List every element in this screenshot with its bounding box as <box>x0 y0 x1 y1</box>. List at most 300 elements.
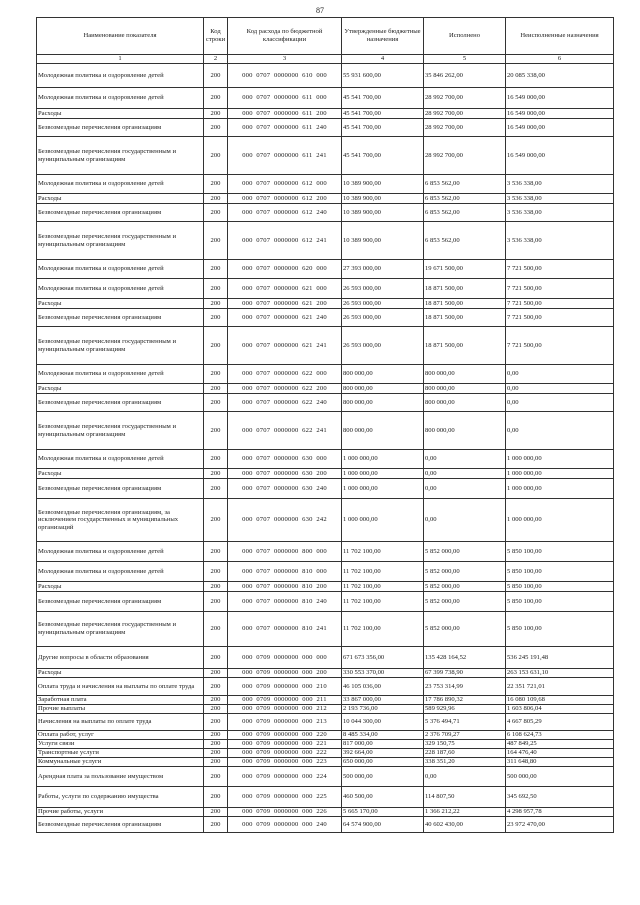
row-expense-code: 000 0709 0000000 000 213 <box>228 714 342 731</box>
row-expense-code: 000 0707 0000000 622 241 <box>228 412 342 450</box>
table-row <box>37 260 614 279</box>
row-line-code: 200 <box>204 299 228 309</box>
table-row <box>37 109 614 119</box>
row-line-code: 200 <box>204 705 228 714</box>
column-number: 4 <box>342 55 424 64</box>
row-expense-code: 000 0709 0000000 000 211 <box>228 696 342 705</box>
row-unexecuted-amount: 16 080 109,68 <box>506 696 614 705</box>
table-row <box>37 562 614 582</box>
row-expense-code: 000 0707 0000000 612 241 <box>228 222 342 260</box>
row-unexecuted-amount: 0,00 <box>506 412 614 450</box>
row-unexecuted-amount: 4 298 957,78 <box>506 808 614 817</box>
row-expense-code: 000 0707 0000000 621 240 <box>228 309 342 327</box>
row-unexecuted-amount: 1 000 000,00 <box>506 469 614 479</box>
table-row <box>37 696 614 705</box>
row-line-code: 200 <box>204 412 228 450</box>
row-unexecuted-amount: 3 536 338,00 <box>506 194 614 204</box>
row-unexecuted-amount: 345 692,50 <box>506 787 614 808</box>
row-approved-amount: 817 000,00 <box>342 740 424 749</box>
header-approved: Утвержденные бюджетные назначения <box>342 18 424 55</box>
row-line-code: 200 <box>204 678 228 696</box>
row-unexecuted-amount: 0,00 <box>506 384 614 394</box>
row-line-code: 200 <box>204 194 228 204</box>
table-row <box>37 279 614 299</box>
row-unexecuted-amount: 16 549 000,00 <box>506 88 614 109</box>
row-executed-amount: 0,00 <box>424 450 506 469</box>
table-row <box>37 450 614 469</box>
row-executed-amount: 6 853 562,00 <box>424 175 506 194</box>
row-executed-amount: 28 992 700,00 <box>424 119 506 137</box>
row-executed-amount: 28 992 700,00 <box>424 88 506 109</box>
row-executed-amount: 800 000,00 <box>424 384 506 394</box>
row-line-code: 200 <box>204 696 228 705</box>
row-expense-code: 000 0707 0000000 810 000 <box>228 562 342 582</box>
row-approved-amount: 33 867 000,00 <box>342 696 424 705</box>
row-name: Расходы <box>37 194 204 204</box>
row-executed-amount: 0,00 <box>424 469 506 479</box>
row-executed-amount: 5 852 000,00 <box>424 612 506 647</box>
row-line-code: 200 <box>204 88 228 109</box>
row-name: Безвозмездные перечисления организациям, за исключением государственных и муниципальных организаций <box>37 499 204 542</box>
row-unexecuted-amount: 1 603 806,04 <box>506 705 614 714</box>
row-unexecuted-amount: 7 721 500,00 <box>506 260 614 279</box>
column-number: 6 <box>506 55 614 64</box>
row-line-code: 200 <box>204 119 228 137</box>
row-name: Заработная плата <box>37 696 204 705</box>
row-unexecuted-amount: 7 721 500,00 <box>506 279 614 299</box>
row-executed-amount: 589 929,96 <box>424 705 506 714</box>
row-expense-code: 000 0709 0000000 000 223 <box>228 758 342 767</box>
row-expense-code: 000 0707 0000000 621 000 <box>228 279 342 299</box>
row-approved-amount: 800 000,00 <box>342 394 424 412</box>
row-executed-amount: 135 428 164,52 <box>424 647 506 669</box>
row-approved-amount: 46 105 036,00 <box>342 678 424 696</box>
row-name: Молодежная политика и оздоровление детей <box>37 542 204 562</box>
row-unexecuted-amount: 4 667 805,29 <box>506 714 614 731</box>
row-approved-amount: 500 000,00 <box>342 767 424 787</box>
row-expense-code: 000 0707 0000000 630 240 <box>228 479 342 499</box>
row-executed-amount: 19 671 500,00 <box>424 260 506 279</box>
row-unexecuted-amount: 500 000,00 <box>506 767 614 787</box>
row-unexecuted-amount: 16 549 000,00 <box>506 109 614 119</box>
row-name: Молодежная политика и оздоровление детей <box>37 450 204 469</box>
row-name: Молодежная политика и оздоровление детей <box>37 175 204 194</box>
row-executed-amount: 18 871 500,00 <box>424 299 506 309</box>
row-line-code: 200 <box>204 582 228 592</box>
row-unexecuted-amount: 3 536 338,00 <box>506 175 614 194</box>
table-row <box>37 808 614 817</box>
table-row <box>37 194 614 204</box>
row-line-code: 200 <box>204 612 228 647</box>
table-row <box>37 817 614 833</box>
row-executed-amount: 5 852 000,00 <box>424 542 506 562</box>
row-expense-code: 000 0707 0000000 810 240 <box>228 592 342 612</box>
table-row <box>37 365 614 384</box>
row-unexecuted-amount: 16 549 000,00 <box>506 137 614 175</box>
row-executed-amount: 28 992 700,00 <box>424 137 506 175</box>
table-row <box>37 222 614 260</box>
row-expense-code: 000 0707 0000000 611 241 <box>228 137 342 175</box>
row-executed-amount: 0,00 <box>424 767 506 787</box>
row-expense-code: 000 0707 0000000 611 200 <box>228 109 342 119</box>
header-expense-code: Код расхода по бюджетной классификации <box>228 18 342 55</box>
row-unexecuted-amount: 536 245 191,48 <box>506 647 614 669</box>
header-line-code: Код строки <box>204 18 228 55</box>
row-executed-amount: 6 853 562,00 <box>424 204 506 222</box>
column-number-row <box>37 55 614 64</box>
row-approved-amount: 392 664,00 <box>342 749 424 758</box>
row-executed-amount: 0,00 <box>424 479 506 499</box>
row-unexecuted-amount: 5 850 100,00 <box>506 542 614 562</box>
row-approved-amount: 10 044 300,00 <box>342 714 424 731</box>
row-line-code: 200 <box>204 394 228 412</box>
table-row <box>37 479 614 499</box>
row-approved-amount: 26 593 000,00 <box>342 309 424 327</box>
row-approved-amount: 650 000,00 <box>342 758 424 767</box>
row-approved-amount: 460 500,00 <box>342 787 424 808</box>
row-approved-amount: 800 000,00 <box>342 412 424 450</box>
row-executed-amount: 228 187,60 <box>424 749 506 758</box>
row-line-code: 200 <box>204 787 228 808</box>
row-name: Безвозмездные перечисления организациям <box>37 204 204 222</box>
row-executed-amount: 0,00 <box>424 499 506 542</box>
row-expense-code: 000 0709 0000000 000 200 <box>228 669 342 678</box>
row-line-code: 200 <box>204 731 228 740</box>
row-unexecuted-amount: 5 850 100,00 <box>506 592 614 612</box>
table-row <box>37 582 614 592</box>
row-unexecuted-amount: 7 721 500,00 <box>506 327 614 365</box>
table-row <box>37 612 614 647</box>
row-name: Арендная плата за пользование имуществом <box>37 767 204 787</box>
row-name: Безвозмездные перечисления организациям <box>37 119 204 137</box>
budget-execution-table <box>36 17 614 833</box>
row-unexecuted-amount: 311 648,80 <box>506 758 614 767</box>
row-executed-amount: 28 992 700,00 <box>424 109 506 119</box>
row-name: Молодежная политика и оздоровление детей <box>37 260 204 279</box>
table-row <box>37 647 614 669</box>
row-executed-amount: 40 602 430,00 <box>424 817 506 833</box>
row-unexecuted-amount: 16 549 000,00 <box>506 119 614 137</box>
row-name: Работы, услуги по содержанию имущества <box>37 787 204 808</box>
row-line-code: 200 <box>204 479 228 499</box>
row-unexecuted-amount: 3 536 338,00 <box>506 222 614 260</box>
row-approved-amount: 5 665 170,00 <box>342 808 424 817</box>
row-line-code: 200 <box>204 758 228 767</box>
row-expense-code: 000 0709 0000000 000 000 <box>228 647 342 669</box>
row-approved-amount: 55 931 600,00 <box>342 64 424 88</box>
row-line-code: 200 <box>204 175 228 194</box>
header-executed: Исполнено <box>424 18 506 55</box>
row-executed-amount: 6 853 562,00 <box>424 194 506 204</box>
table-row <box>37 731 614 740</box>
row-expense-code: 000 0707 0000000 621 200 <box>228 299 342 309</box>
row-executed-amount: 23 753 314,99 <box>424 678 506 696</box>
row-name: Молодежная политика и оздоровление детей <box>37 88 204 109</box>
row-line-code: 200 <box>204 469 228 479</box>
row-expense-code: 000 0707 0000000 622 240 <box>228 394 342 412</box>
row-line-code: 200 <box>204 562 228 582</box>
row-unexecuted-amount: 0,00 <box>506 365 614 384</box>
row-name: Безвозмездные перечисления организациям <box>37 479 204 499</box>
row-line-code: 200 <box>204 279 228 299</box>
table-row <box>37 499 614 542</box>
row-line-code: 200 <box>204 260 228 279</box>
row-approved-amount: 45 541 700,00 <box>342 119 424 137</box>
table-body <box>37 64 614 833</box>
row-name: Безвозмездные перечисления организациям <box>37 817 204 833</box>
row-approved-amount: 11 702 100,00 <box>342 562 424 582</box>
row-name: Молодежная политика и оздоровление детей <box>37 562 204 582</box>
row-line-code: 200 <box>204 592 228 612</box>
row-unexecuted-amount: 7 721 500,00 <box>506 309 614 327</box>
table-row <box>37 204 614 222</box>
column-number: 1 <box>37 55 204 64</box>
row-executed-amount: 5 852 000,00 <box>424 582 506 592</box>
row-expense-code: 000 0707 0000000 610 000 <box>228 64 342 88</box>
table-row <box>37 714 614 731</box>
row-name: Начисления на выплаты по оплате труда <box>37 714 204 731</box>
row-unexecuted-amount: 164 476,40 <box>506 749 614 758</box>
row-line-code: 200 <box>204 109 228 119</box>
row-executed-amount: 800 000,00 <box>424 394 506 412</box>
row-expense-code: 000 0709 0000000 000 225 <box>228 787 342 808</box>
row-approved-amount: 45 541 700,00 <box>342 109 424 119</box>
row-name: Коммунальные услуги <box>37 758 204 767</box>
row-line-code: 200 <box>204 384 228 394</box>
row-approved-amount: 800 000,00 <box>342 365 424 384</box>
row-name: Оплата труда и начисления на выплаты по оплате труда <box>37 678 204 696</box>
row-line-code: 200 <box>204 749 228 758</box>
row-expense-code: 000 0709 0000000 000 226 <box>228 808 342 817</box>
row-approved-amount: 1 000 000,00 <box>342 450 424 469</box>
row-executed-amount: 5 376 494,71 <box>424 714 506 731</box>
row-unexecuted-amount: 7 721 500,00 <box>506 299 614 309</box>
row-line-code: 200 <box>204 714 228 731</box>
row-name: Оплата работ, услуг <box>37 731 204 740</box>
row-name: Безвозмездные перечисления организациям <box>37 592 204 612</box>
row-approved-amount: 10 389 900,00 <box>342 222 424 260</box>
row-expense-code: 000 0709 0000000 000 221 <box>228 740 342 749</box>
row-expense-code: 000 0709 0000000 000 210 <box>228 678 342 696</box>
row-line-code: 200 <box>204 817 228 833</box>
column-number: 5 <box>424 55 506 64</box>
row-expense-code: 000 0707 0000000 810 200 <box>228 582 342 592</box>
row-expense-code: 000 0709 0000000 000 222 <box>228 749 342 758</box>
table-row <box>37 394 614 412</box>
row-approved-amount: 64 574 900,00 <box>342 817 424 833</box>
row-line-code: 200 <box>204 365 228 384</box>
row-unexecuted-amount: 23 972 470,00 <box>506 817 614 833</box>
row-unexecuted-amount: 1 000 000,00 <box>506 479 614 499</box>
row-approved-amount: 2 193 736,00 <box>342 705 424 714</box>
row-approved-amount: 10 389 900,00 <box>342 194 424 204</box>
row-expense-code: 000 0707 0000000 630 000 <box>228 450 342 469</box>
row-executed-amount: 114 807,50 <box>424 787 506 808</box>
row-line-code: 200 <box>204 137 228 175</box>
row-approved-amount: 11 702 100,00 <box>342 542 424 562</box>
row-approved-amount: 26 593 000,00 <box>342 327 424 365</box>
row-expense-code: 000 0707 0000000 622 000 <box>228 365 342 384</box>
row-approved-amount: 27 393 000,00 <box>342 260 424 279</box>
table-row <box>37 787 614 808</box>
row-approved-amount: 26 593 000,00 <box>342 299 424 309</box>
row-name: Расходы <box>37 582 204 592</box>
table-header-row <box>37 18 614 55</box>
row-executed-amount: 329 150,75 <box>424 740 506 749</box>
row-name: Расходы <box>37 669 204 678</box>
row-line-code: 200 <box>204 204 228 222</box>
row-executed-amount: 18 871 500,00 <box>424 309 506 327</box>
row-name: Молодежная политика и оздоровление детей <box>37 279 204 299</box>
table-row <box>37 767 614 787</box>
table-row <box>37 64 614 88</box>
table-row <box>37 469 614 479</box>
row-expense-code: 000 0707 0000000 800 000 <box>228 542 342 562</box>
row-expense-code: 000 0707 0000000 612 000 <box>228 175 342 194</box>
row-executed-amount: 17 786 890,32 <box>424 696 506 705</box>
table-row <box>37 749 614 758</box>
row-executed-amount: 1 366 212,22 <box>424 808 506 817</box>
row-executed-amount: 18 871 500,00 <box>424 327 506 365</box>
row-approved-amount: 10 389 900,00 <box>342 204 424 222</box>
table-row <box>37 175 614 194</box>
row-approved-amount: 800 000,00 <box>342 384 424 394</box>
row-executed-amount: 338 351,20 <box>424 758 506 767</box>
row-unexecuted-amount: 1 000 000,00 <box>506 450 614 469</box>
row-name: Услуги связи <box>37 740 204 749</box>
row-unexecuted-amount: 5 850 100,00 <box>506 612 614 647</box>
row-approved-amount: 1 000 000,00 <box>342 479 424 499</box>
table-row <box>37 309 614 327</box>
table-row <box>37 412 614 450</box>
row-unexecuted-amount: 263 153 631,10 <box>506 669 614 678</box>
row-executed-amount: 800 000,00 <box>424 412 506 450</box>
row-expense-code: 000 0707 0000000 630 200 <box>228 469 342 479</box>
row-executed-amount: 67 399 738,90 <box>424 669 506 678</box>
row-executed-amount: 2 376 709,27 <box>424 731 506 740</box>
table-row <box>37 327 614 365</box>
row-line-code: 200 <box>204 64 228 88</box>
table-row <box>37 119 614 137</box>
row-unexecuted-amount: 5 850 100,00 <box>506 562 614 582</box>
row-name: Транспортные услуги <box>37 749 204 758</box>
column-number: 3 <box>228 55 342 64</box>
row-name: Безвозмездные перечисления государственным и муниципальным организациям <box>37 137 204 175</box>
row-line-code: 200 <box>204 499 228 542</box>
row-executed-amount: 35 846 262,00 <box>424 64 506 88</box>
row-name: Другие вопросы в области образования <box>37 647 204 669</box>
row-line-code: 200 <box>204 740 228 749</box>
page-number: 87 <box>316 6 324 15</box>
row-executed-amount: 5 852 000,00 <box>424 562 506 582</box>
row-expense-code: 000 0707 0000000 612 240 <box>228 204 342 222</box>
row-line-code: 200 <box>204 647 228 669</box>
header-unexecuted: Неисполненные назначения <box>506 18 614 55</box>
row-approved-amount: 11 702 100,00 <box>342 592 424 612</box>
row-expense-code: 000 0709 0000000 000 212 <box>228 705 342 714</box>
table-row <box>37 137 614 175</box>
column-number: 2 <box>204 55 228 64</box>
row-line-code: 200 <box>204 808 228 817</box>
row-name: Безвозмездные перечисления организациям <box>37 309 204 327</box>
row-name: Безвозмездные перечисления государственным и муниципальным организациям <box>37 327 204 365</box>
row-approved-amount: 26 593 000,00 <box>342 279 424 299</box>
row-name: Безвозмездные перечисления государственным и муниципальным организациям <box>37 412 204 450</box>
row-expense-code: 000 0707 0000000 612 200 <box>228 194 342 204</box>
row-unexecuted-amount: 6 108 624,73 <box>506 731 614 740</box>
row-line-code: 200 <box>204 669 228 678</box>
row-line-code: 200 <box>204 222 228 260</box>
row-name: Молодежная политика и оздоровление детей <box>37 64 204 88</box>
row-approved-amount: 1 000 000,00 <box>342 469 424 479</box>
row-expense-code: 000 0707 0000000 621 241 <box>228 327 342 365</box>
row-expense-code: 000 0709 0000000 000 220 <box>228 731 342 740</box>
row-name: Прочие выплаты <box>37 705 204 714</box>
row-approved-amount: 11 702 100,00 <box>342 612 424 647</box>
table-row <box>37 758 614 767</box>
row-approved-amount: 1 000 000,00 <box>342 499 424 542</box>
row-unexecuted-amount: 3 536 338,00 <box>506 204 614 222</box>
row-name: Расходы <box>37 109 204 119</box>
row-name: Безвозмездные перечисления государственным и муниципальным организациям <box>37 612 204 647</box>
row-name: Безвозмездные перечисления государственным и муниципальным организациям <box>37 222 204 260</box>
table-row <box>37 705 614 714</box>
row-unexecuted-amount: 5 850 100,00 <box>506 582 614 592</box>
row-approved-amount: 45 541 700,00 <box>342 88 424 109</box>
row-executed-amount: 800 000,00 <box>424 365 506 384</box>
row-expense-code: 000 0709 0000000 000 224 <box>228 767 342 787</box>
table-row <box>37 740 614 749</box>
row-line-code: 200 <box>204 327 228 365</box>
table-row <box>37 384 614 394</box>
row-approved-amount: 10 389 900,00 <box>342 175 424 194</box>
row-unexecuted-amount: 1 000 000,00 <box>506 499 614 542</box>
row-expense-code: 000 0709 0000000 000 240 <box>228 817 342 833</box>
table-row <box>37 678 614 696</box>
row-name: Прочие работы, услуги <box>37 808 204 817</box>
row-line-code: 200 <box>204 767 228 787</box>
table-row <box>37 592 614 612</box>
row-expense-code: 000 0707 0000000 810 241 <box>228 612 342 647</box>
row-line-code: 200 <box>204 542 228 562</box>
table-row <box>37 88 614 109</box>
row-executed-amount: 5 852 000,00 <box>424 592 506 612</box>
row-name: Расходы <box>37 299 204 309</box>
row-name: Расходы <box>37 469 204 479</box>
row-executed-amount: 18 871 500,00 <box>424 279 506 299</box>
row-unexecuted-amount: 0,00 <box>506 394 614 412</box>
row-expense-code: 000 0707 0000000 611 000 <box>228 88 342 109</box>
row-name: Молодежная политика и оздоровление детей <box>37 365 204 384</box>
row-line-code: 200 <box>204 309 228 327</box>
table-row <box>37 542 614 562</box>
row-expense-code: 000 0707 0000000 630 242 <box>228 499 342 542</box>
table-row <box>37 299 614 309</box>
row-expense-code: 000 0707 0000000 622 200 <box>228 384 342 394</box>
row-name: Безвозмездные перечисления организациям <box>37 394 204 412</box>
row-expense-code: 000 0707 0000000 620 000 <box>228 260 342 279</box>
row-approved-amount: 11 702 100,00 <box>342 582 424 592</box>
row-unexecuted-amount: 20 085 338,00 <box>506 64 614 88</box>
row-name: Расходы <box>37 384 204 394</box>
row-approved-amount: 671 673 356,00 <box>342 647 424 669</box>
row-executed-amount: 6 853 562,00 <box>424 222 506 260</box>
row-approved-amount: 330 553 370,00 <box>342 669 424 678</box>
row-unexecuted-amount: 487 849,25 <box>506 740 614 749</box>
table-row <box>37 669 614 678</box>
header-name: Наименование показателя <box>37 18 204 55</box>
row-approved-amount: 8 485 334,00 <box>342 731 424 740</box>
